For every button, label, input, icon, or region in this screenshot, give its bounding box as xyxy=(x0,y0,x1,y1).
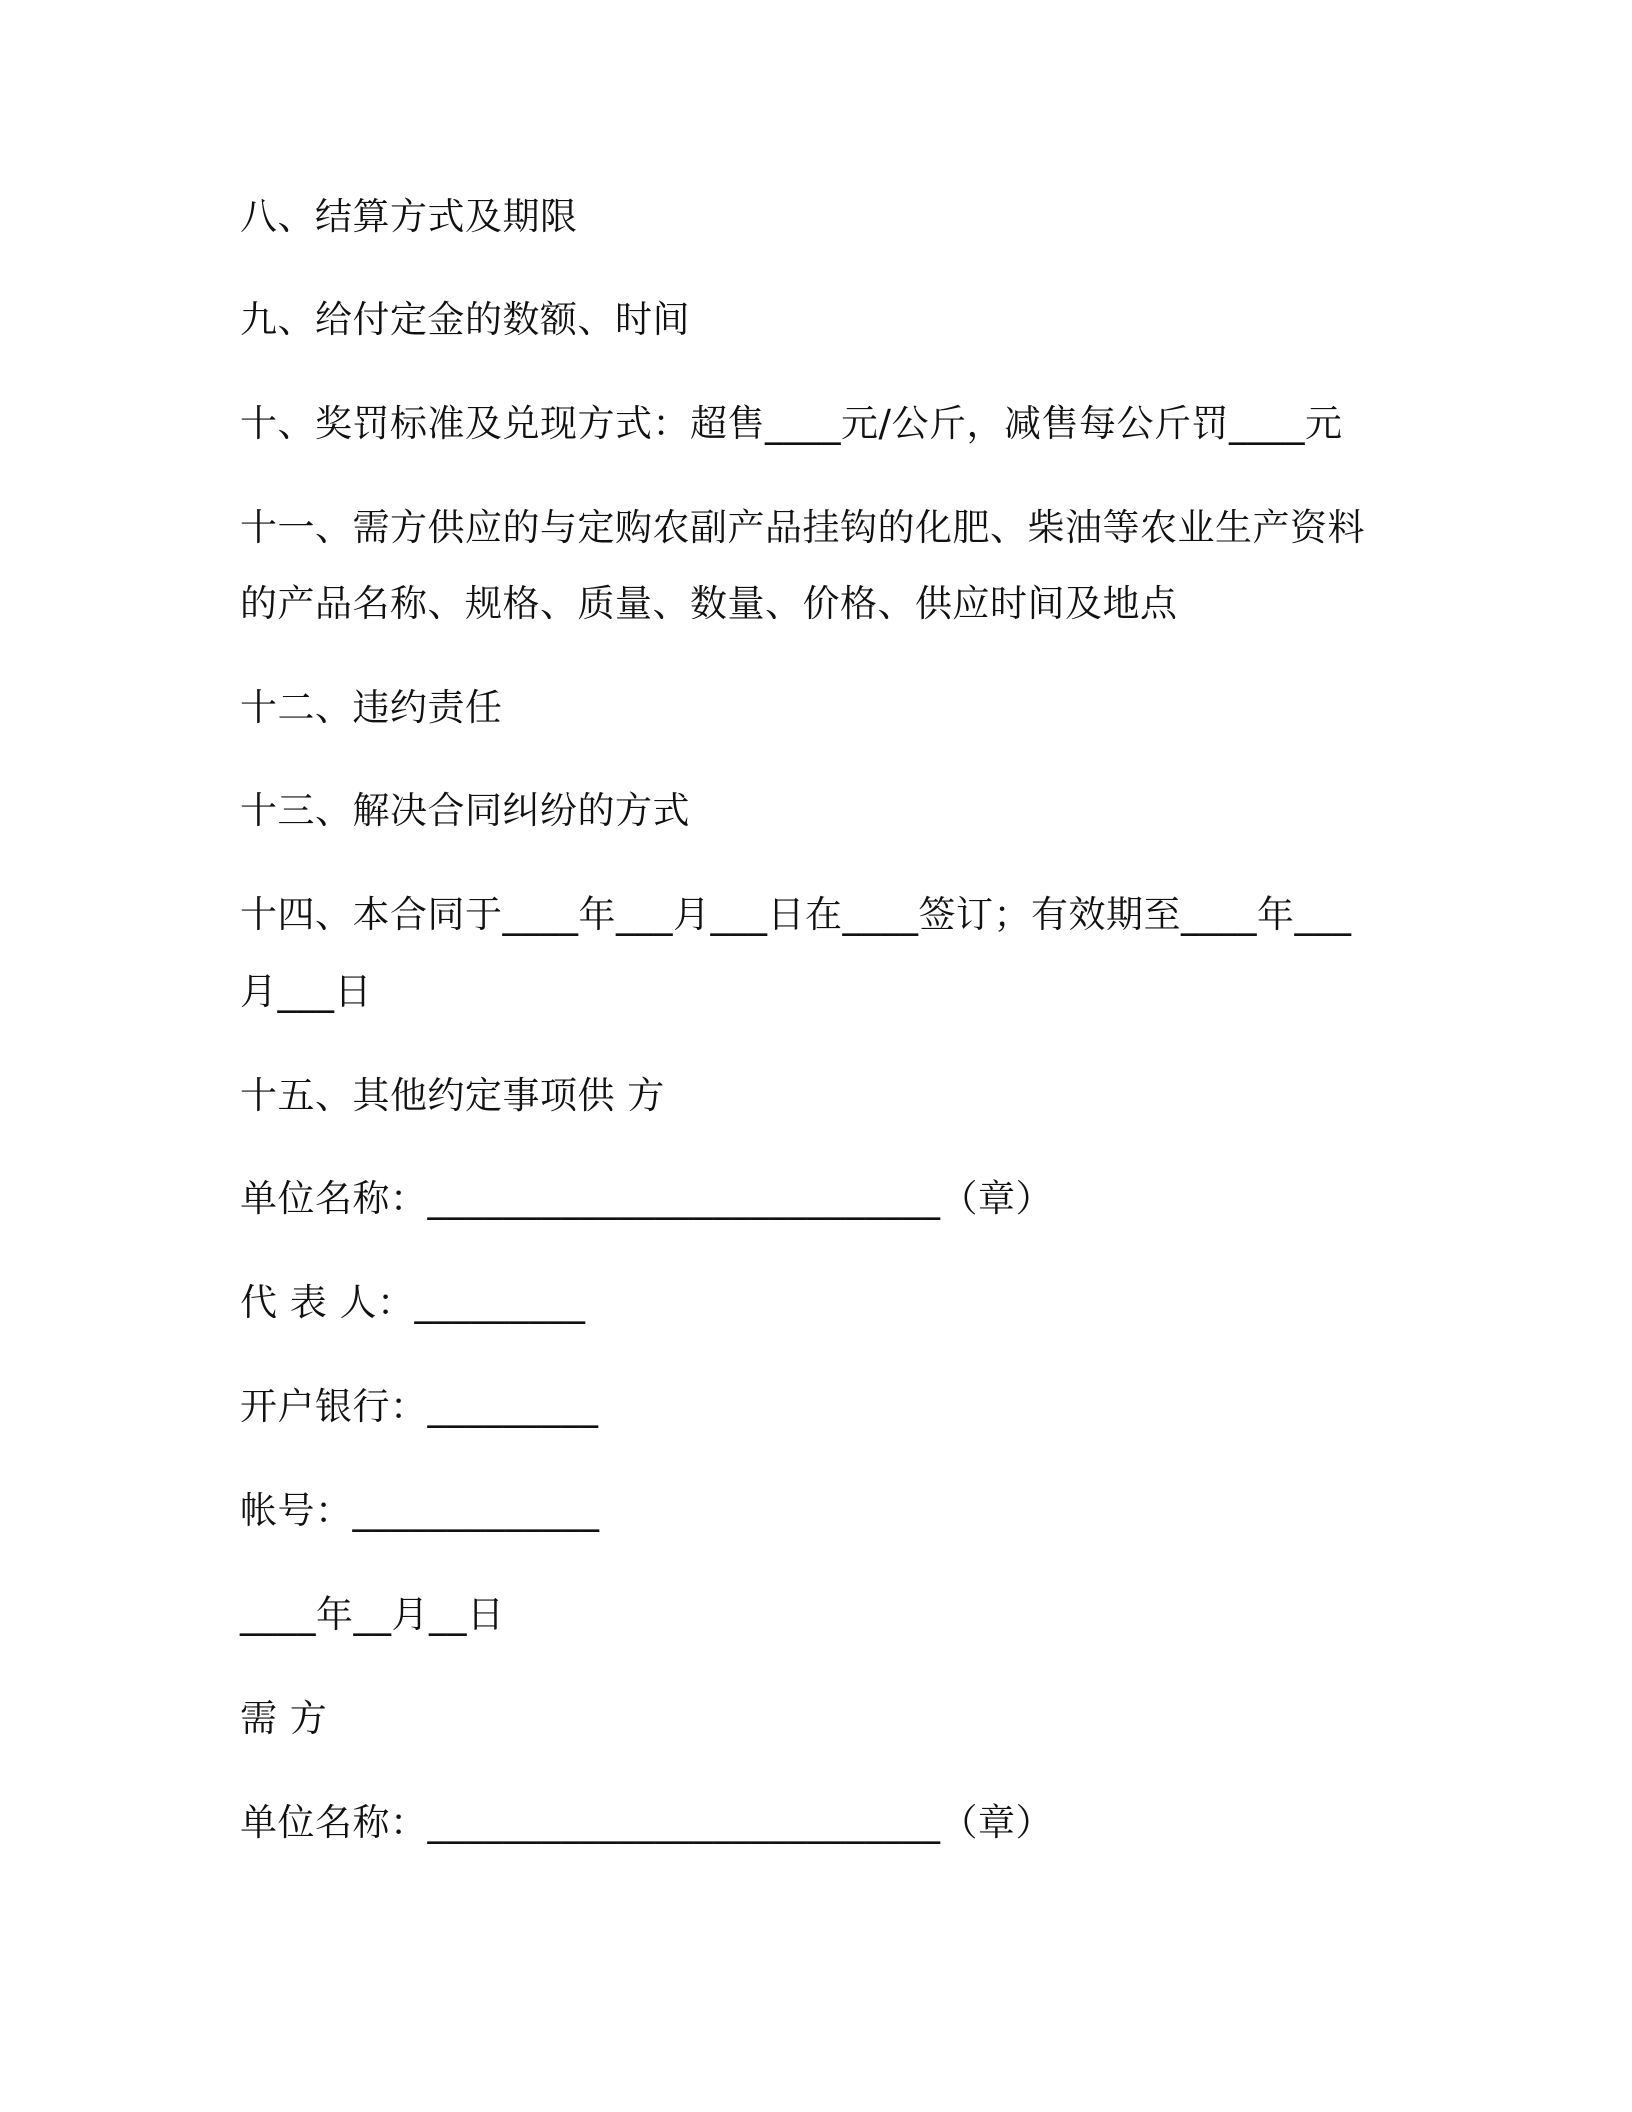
clause-9-deposit: 九、给付定金的数额、时间 xyxy=(240,298,690,341)
supplier-bank: 开户银行：_________ xyxy=(240,1385,599,1428)
buyer-unit-name: 单位名称：___________________________（章） xyxy=(240,1801,1053,1844)
clause-10-reward-penalty: 十、奖罚标准及兑现方式：超售____元/公斤，减售每公斤罚____元 xyxy=(240,402,1343,445)
clause-14-signing-line-2: 月___日 xyxy=(240,970,372,1013)
clause-11-supply-line-1: 十一、需方供应的与定购农副产品挂钩的化肥、柴油等农业生产资料 xyxy=(240,506,1365,549)
clause-13-dispute: 十三、解决合同纠纷的方式 xyxy=(240,789,690,832)
supplier-representative: 代 表 人：_________ xyxy=(240,1281,586,1324)
clause-12-liability: 十二、违约责任 xyxy=(240,686,503,729)
clause-14-signing-line-1: 十四、本合同于____年___月___日在____签订；有效期至____年___ xyxy=(240,893,1352,936)
clause-8-settlement: 八、结算方式及期限 xyxy=(240,195,578,238)
clause-11-supply-line-2: 的产品名称、规格、质量、数量、价格、供应时间及地点 xyxy=(240,582,1178,625)
supplier-unit-name: 单位名称：___________________________（章） xyxy=(240,1177,1053,1220)
supplier-account: 帐号：_____________ xyxy=(240,1489,600,1532)
clause-15-other-supplier: 十五、其他约定事项供 方 xyxy=(240,1074,665,1117)
supplier-date: ____年__月__日 xyxy=(240,1593,505,1636)
buyer-heading: 需 方 xyxy=(240,1697,328,1740)
